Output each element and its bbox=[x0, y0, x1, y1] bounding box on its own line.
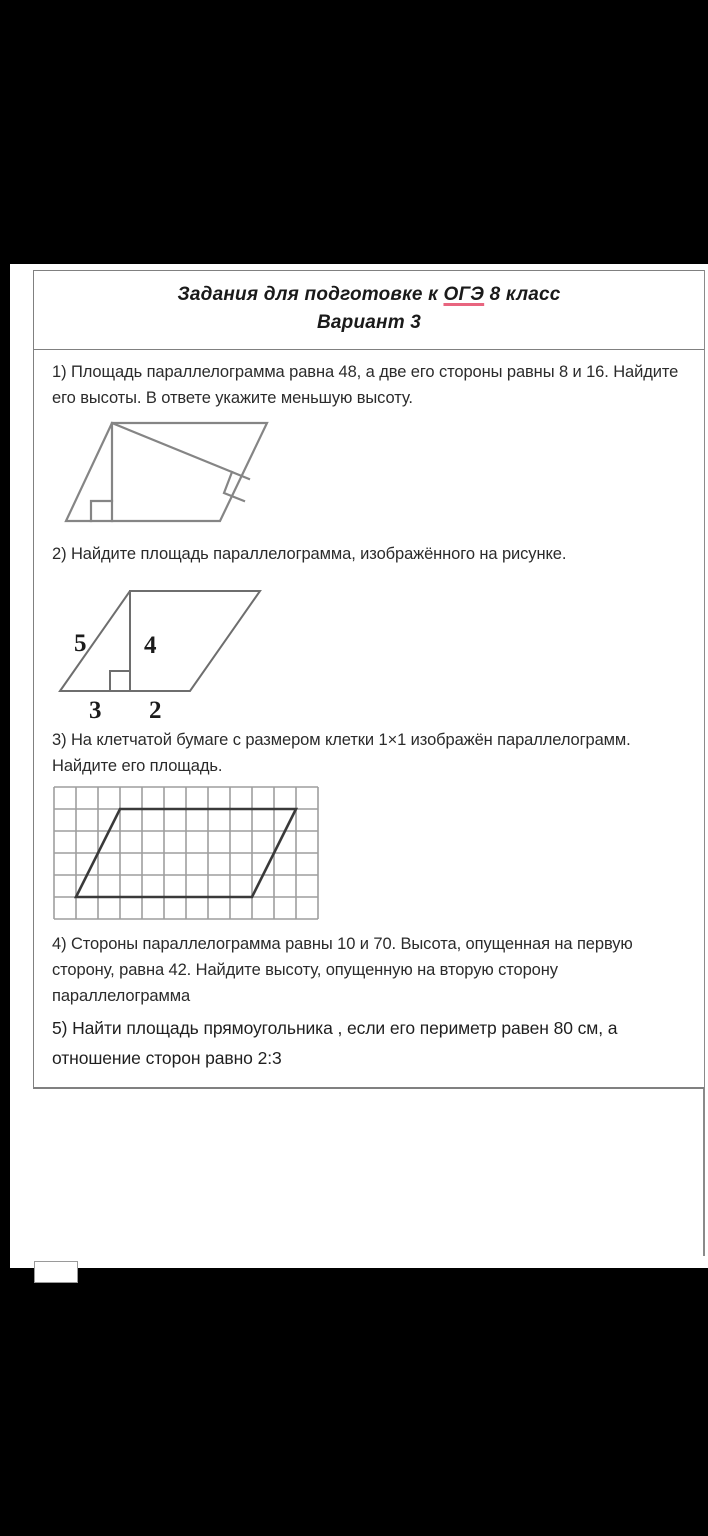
document-page bbox=[10, 264, 708, 1268]
right-angle-mark-bottom bbox=[91, 501, 112, 521]
document-title-cell bbox=[34, 271, 704, 350]
document-table bbox=[33, 270, 704, 1089]
page-title-line-1 bbox=[48, 281, 690, 309]
slanted-height bbox=[112, 423, 249, 479]
title-ogeh-underlined: ОГЭ bbox=[443, 284, 485, 305]
task-1-figure bbox=[52, 417, 690, 535]
parallelogram-outline bbox=[60, 591, 260, 691]
label-base-right-2: 2 bbox=[149, 697, 162, 721]
document-body-cell bbox=[34, 350, 704, 1088]
label-base-left-3: 3 bbox=[89, 697, 102, 721]
stray-table-fragment bbox=[34, 1261, 78, 1283]
outer-parallelogram bbox=[66, 423, 267, 521]
title-prefix: Задания для подготовке к bbox=[177, 284, 444, 305]
title-suffix: 8 класс bbox=[484, 284, 561, 305]
task-4-text: 4) Стороны параллелограмма равны 10 и 70. Высота, опущенная на первую сторону, равна 42. Найдите высоту, опущенную на вторую сторону параллелограмма bbox=[52, 935, 633, 1005]
parallelogram-two-heights-svg bbox=[52, 417, 282, 535]
label-height-4: 4 bbox=[144, 632, 157, 659]
task-3-text: 3) На клетчатой бумаге с размером клетки 1×1 изображён параллелограмм. Найдите его площадь. bbox=[52, 731, 631, 775]
parallelogram-labeled-svg bbox=[52, 573, 282, 721]
page-title-line-2: Вариант 3 bbox=[316, 312, 422, 333]
task-2-figure bbox=[52, 573, 690, 721]
task-5-text: 5) Найти площадь прямоугольника , если его периметр равен 80 см, а отношение сторон равно 2:3 bbox=[52, 1018, 618, 1068]
label-side-5: 5 bbox=[74, 630, 87, 657]
task-1-text: 1) Площадь параллелограмма равна 48, а две его стороны равны 8 и 16. Найдите его высоты. В ответе укажите меньшую высоту. bbox=[52, 363, 679, 407]
task-3-figure bbox=[52, 785, 690, 925]
grid-lines bbox=[54, 787, 318, 919]
right-angle-mark bbox=[110, 671, 130, 691]
task-2-text: 2) Найдите площадь параллелограмма, изображённого на рисунке. bbox=[52, 545, 567, 563]
parallelogram-on-grid-svg bbox=[52, 785, 324, 925]
